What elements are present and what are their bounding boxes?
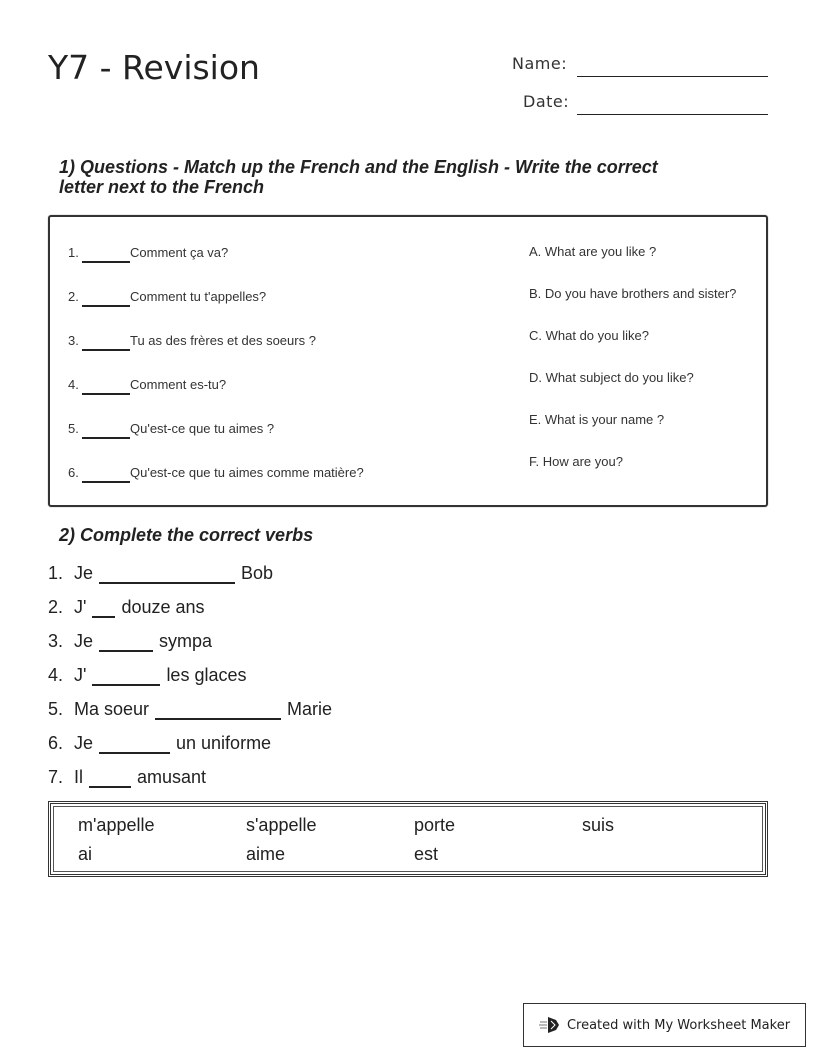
answer-blank[interactable] bbox=[82, 333, 130, 351]
word-bank-item: est bbox=[414, 844, 439, 864]
word-bank-item: ai bbox=[78, 844, 93, 864]
item-rest: Bob bbox=[241, 563, 274, 583]
item-subject: Je bbox=[74, 631, 94, 651]
answer-blank[interactable] bbox=[82, 465, 130, 483]
item-number: 5. bbox=[48, 699, 64, 719]
page-title: Y7 - Revision bbox=[48, 48, 260, 87]
answer-option: E. What is your name ? bbox=[529, 412, 665, 427]
verb-item bbox=[48, 597, 205, 618]
word-bank-item: aime bbox=[246, 844, 286, 864]
item-number: 3. bbox=[48, 631, 64, 651]
answer-blank[interactable] bbox=[82, 377, 130, 395]
item-number: 2. bbox=[48, 597, 64, 617]
verb-blank[interactable] bbox=[99, 632, 153, 652]
item-rest: Marie bbox=[287, 699, 333, 719]
verb-item bbox=[48, 733, 271, 754]
question-text: Tu as des frères et des soeurs ? bbox=[130, 333, 316, 348]
item-rest: sympa bbox=[159, 631, 213, 651]
word-bank-item: porte bbox=[414, 815, 456, 835]
name-field[interactable] bbox=[577, 58, 768, 77]
question-item bbox=[68, 289, 266, 307]
answer-blank[interactable] bbox=[82, 289, 130, 307]
section2-heading: 2) Complete the correct verbs bbox=[59, 525, 314, 545]
verb-item bbox=[48, 631, 212, 652]
question-text: Qu'est-ce que tu aimes ? bbox=[130, 421, 275, 436]
question-text: Comment ça va? bbox=[130, 245, 229, 260]
section1-heading-line2: letter next to the French bbox=[59, 177, 265, 197]
answer-option: C. What do you like? bbox=[529, 328, 649, 343]
question-item bbox=[68, 245, 228, 263]
word-bank-box bbox=[48, 801, 768, 877]
answer-blank[interactable] bbox=[82, 421, 130, 439]
question-number: 1. bbox=[68, 245, 79, 260]
verb-blank[interactable] bbox=[99, 564, 235, 584]
item-number: 4. bbox=[48, 665, 64, 685]
question-text: Qu'est-ce que tu aimes comme matière? bbox=[130, 465, 364, 480]
item-subject: Je bbox=[74, 733, 94, 753]
question-number: 4. bbox=[68, 377, 79, 392]
question-item bbox=[68, 333, 316, 351]
section1-heading bbox=[59, 157, 658, 197]
question-number: 2. bbox=[68, 289, 79, 304]
verb-blank[interactable] bbox=[89, 768, 131, 788]
item-number: 7. bbox=[48, 767, 64, 787]
item-number: 6. bbox=[48, 733, 64, 753]
answer-blank[interactable] bbox=[82, 245, 130, 263]
verb-item bbox=[48, 665, 246, 686]
word-bank-item: s'appelle bbox=[246, 815, 317, 835]
question-number: 3. bbox=[68, 333, 79, 348]
item-subject: Il bbox=[74, 767, 83, 787]
worksheet-maker-logo-icon bbox=[539, 1015, 561, 1035]
answer-option: F. How are you? bbox=[529, 454, 623, 469]
word-bank-item: suis bbox=[582, 815, 615, 835]
verb-blank[interactable] bbox=[99, 734, 170, 754]
date-label: Date: bbox=[523, 92, 570, 111]
item-subject: J' bbox=[74, 665, 87, 685]
name-label: Name: bbox=[512, 54, 568, 73]
created-with-text: Created with My Worksheet Maker bbox=[566, 1017, 791, 1033]
verb-item bbox=[48, 563, 273, 584]
answer-option: B. Do you have brothers and sister? bbox=[529, 286, 737, 301]
created-with-badge[interactable] bbox=[523, 1003, 806, 1047]
item-rest: douze ans bbox=[121, 597, 205, 617]
word-bank-item: m'appelle bbox=[78, 815, 155, 835]
verb-item bbox=[48, 767, 206, 788]
verb-blank[interactable] bbox=[155, 700, 281, 720]
question-number: 5. bbox=[68, 421, 79, 436]
question-text: Comment es-tu? bbox=[130, 377, 227, 392]
question-item bbox=[68, 421, 274, 439]
item-rest: les glaces bbox=[166, 665, 247, 685]
question-item bbox=[68, 377, 226, 395]
question-number: 6. bbox=[68, 465, 79, 480]
item-subject: Je bbox=[74, 563, 94, 583]
item-number: 1. bbox=[48, 563, 64, 583]
verb-item bbox=[48, 699, 332, 720]
date-field[interactable] bbox=[577, 96, 768, 115]
item-rest: amusant bbox=[137, 767, 207, 787]
matching-box bbox=[48, 215, 768, 507]
item-rest: un uniforme bbox=[176, 733, 272, 753]
verb-blank[interactable] bbox=[92, 598, 115, 618]
answer-option: D. What subject do you like? bbox=[529, 370, 694, 385]
answer-option: A. What are you like ? bbox=[529, 244, 657, 259]
question-item bbox=[68, 465, 364, 483]
item-subject: J' bbox=[74, 597, 87, 617]
question-text: Comment tu t'appelles? bbox=[130, 289, 267, 304]
section1-heading-line1: 1) Questions - Match up the French and the English - Write the correct bbox=[59, 157, 658, 177]
item-subject: Ma soeur bbox=[74, 699, 150, 719]
verb-blank[interactable] bbox=[92, 666, 160, 686]
